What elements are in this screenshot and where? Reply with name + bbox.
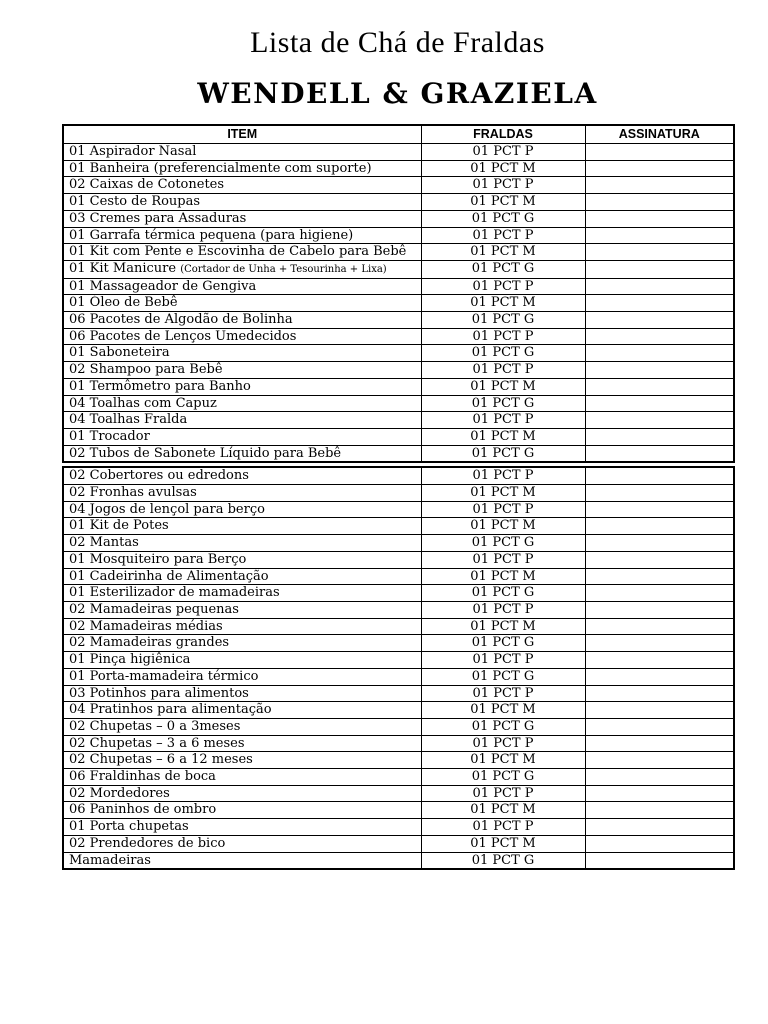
fraldas-cell: 01 PCT P bbox=[421, 278, 585, 295]
assinatura-cell bbox=[585, 278, 734, 295]
item-label: 02 Tubos de Sabonete Líquido para Bebê bbox=[69, 445, 342, 461]
table-row bbox=[63, 802, 734, 819]
item-cell bbox=[63, 428, 421, 445]
assinatura-cell bbox=[585, 378, 734, 395]
item-cell bbox=[63, 702, 421, 719]
assinatura-cell bbox=[585, 467, 734, 484]
fraldas-cell: 01 PCT P bbox=[421, 412, 585, 429]
item-label: 02 Mordedores bbox=[69, 785, 170, 801]
fraldas-cell: 01 PCT P bbox=[421, 652, 585, 669]
fraldas-cell: 01 PCT G bbox=[421, 445, 585, 462]
table-row bbox=[63, 752, 734, 769]
table-row bbox=[63, 652, 734, 669]
item-cell bbox=[63, 752, 421, 769]
fraldas-cell: 01 PCT G bbox=[421, 312, 585, 329]
table-row bbox=[63, 328, 734, 345]
item-cell bbox=[63, 328, 421, 345]
item-note: (Cortador de Unha + Tesourinha + Lixa) bbox=[180, 263, 387, 275]
item-cell bbox=[63, 785, 421, 802]
assinatura-cell bbox=[585, 735, 734, 752]
item-label: 01 Kit com Pente e Escovinha de Cabelo para Bebê bbox=[69, 244, 407, 260]
fraldas-cell: 01 PCT P bbox=[421, 601, 585, 618]
assinatura-cell bbox=[585, 501, 734, 518]
item-label: 01 Aspirador Nasal bbox=[69, 144, 197, 159]
item-cell bbox=[63, 585, 421, 602]
table-row bbox=[63, 785, 734, 802]
assinatura-cell bbox=[585, 160, 734, 177]
item-label: 06 Fraldinhas de boca bbox=[69, 769, 216, 785]
assinatura-cell bbox=[585, 177, 734, 194]
assinatura-cell bbox=[585, 445, 734, 462]
item-cell bbox=[63, 835, 421, 852]
fraldas-cell: 01 PCT M bbox=[421, 702, 585, 719]
assinatura-cell bbox=[585, 210, 734, 227]
fraldas-cell: 01 PCT M bbox=[421, 568, 585, 585]
column-header-assinatura: ASSINATURA bbox=[585, 125, 734, 144]
table-row bbox=[63, 852, 734, 869]
item-cell bbox=[63, 278, 421, 295]
item-label: 01 Cesto de Roupas bbox=[69, 194, 201, 210]
item-cell bbox=[63, 227, 421, 244]
assinatura-cell bbox=[585, 244, 734, 261]
fraldas-cell: 01 PCT M bbox=[421, 295, 585, 312]
fraldas-cell: 01 PCT G bbox=[421, 210, 585, 227]
fraldas-cell: 01 PCT M bbox=[421, 802, 585, 819]
item-cell bbox=[63, 652, 421, 669]
assinatura-cell bbox=[585, 685, 734, 702]
fraldas-cell: 01 PCT G bbox=[421, 585, 585, 602]
table-row bbox=[63, 412, 734, 429]
item-cell bbox=[63, 668, 421, 685]
table-row bbox=[63, 518, 734, 535]
item-label: 03 Cremes para Assaduras bbox=[69, 210, 247, 226]
item-cell bbox=[63, 568, 421, 585]
item-cell bbox=[63, 244, 421, 261]
fraldas-cell: 01 PCT P bbox=[421, 177, 585, 194]
item-label: 02 Prendedores de bico bbox=[69, 835, 226, 851]
item-label: 01 Kit Manicure bbox=[69, 260, 181, 276]
fraldas-cell: 01 PCT P bbox=[421, 501, 585, 518]
fraldas-cell: 01 PCT M bbox=[421, 428, 585, 445]
couple-names-subtitle: WENDELL & GRAZIELA bbox=[197, 77, 598, 110]
item-label: 02 Mamadeiras médias bbox=[69, 618, 223, 634]
gift-list-table-section-1 bbox=[62, 124, 735, 463]
fraldas-cell: 01 PCT G bbox=[421, 260, 585, 278]
item-label: 01 Garrafa térmica pequena (para higiene) bbox=[69, 227, 354, 243]
item-cell bbox=[63, 378, 421, 395]
assinatura-cell bbox=[585, 362, 734, 379]
assinatura-cell bbox=[585, 769, 734, 786]
item-cell bbox=[63, 312, 421, 329]
item-label: 02 Cobertores ou edredons bbox=[69, 468, 249, 484]
assinatura-cell bbox=[585, 752, 734, 769]
fraldas-cell: 01 PCT M bbox=[421, 194, 585, 211]
item-cell bbox=[63, 635, 421, 652]
assinatura-cell bbox=[585, 702, 734, 719]
item-cell bbox=[63, 685, 421, 702]
table-row bbox=[63, 428, 734, 445]
assinatura-cell bbox=[585, 718, 734, 735]
item-cell bbox=[63, 160, 421, 177]
table-row bbox=[63, 769, 734, 786]
fraldas-cell: 01 PCT M bbox=[421, 160, 585, 177]
assinatura-cell bbox=[585, 668, 734, 685]
table-row bbox=[63, 601, 734, 618]
table-row bbox=[63, 835, 734, 852]
item-label: 02 Fronhas avulsas bbox=[69, 485, 197, 501]
table-row bbox=[63, 244, 734, 261]
assinatura-cell bbox=[585, 227, 734, 244]
item-label: 01 Porta-mamadeira térmico bbox=[69, 668, 259, 684]
table-row bbox=[63, 635, 734, 652]
table-row bbox=[63, 735, 734, 752]
table-row bbox=[63, 585, 734, 602]
fraldas-cell: 01 PCT G bbox=[421, 668, 585, 685]
assinatura-cell bbox=[585, 601, 734, 618]
table-row bbox=[63, 312, 734, 329]
item-cell bbox=[63, 735, 421, 752]
section-2-rows bbox=[63, 467, 734, 869]
item-label: 01 Óleo de Bebê bbox=[69, 295, 178, 311]
assinatura-cell bbox=[585, 485, 734, 502]
table-row bbox=[63, 194, 734, 211]
fraldas-cell: 01 PCT P bbox=[421, 467, 585, 484]
item-label: 01 Pinça higiênica bbox=[69, 652, 191, 668]
item-cell bbox=[63, 177, 421, 194]
item-cell bbox=[63, 467, 421, 484]
item-cell bbox=[63, 518, 421, 535]
item-cell bbox=[63, 395, 421, 412]
table-row bbox=[63, 345, 734, 362]
page-title: Lista de Chá de Fraldas bbox=[250, 26, 545, 59]
assinatura-cell bbox=[585, 568, 734, 585]
assinatura-cell bbox=[585, 312, 734, 329]
item-cell bbox=[63, 412, 421, 429]
item-label: 02 Caixas de Cotonetes bbox=[69, 177, 225, 193]
item-cell bbox=[63, 718, 421, 735]
item-cell bbox=[63, 485, 421, 502]
item-label: 01 Massageador de Gengiva bbox=[69, 278, 257, 294]
assinatura-cell bbox=[585, 295, 734, 312]
assinatura-cell bbox=[585, 328, 734, 345]
item-cell bbox=[63, 144, 421, 161]
table-row bbox=[63, 177, 734, 194]
fraldas-cell: 01 PCT P bbox=[421, 551, 585, 568]
table-row bbox=[63, 618, 734, 635]
item-cell bbox=[63, 362, 421, 379]
fraldas-cell: 01 PCT P bbox=[421, 785, 585, 802]
item-label: 04 Jogos de lençol para berço bbox=[69, 501, 265, 517]
item-label: 04 Toalhas com Capuz bbox=[69, 395, 217, 411]
item-label: 01 Cadeirinha de Alimentação bbox=[69, 568, 269, 584]
document-content bbox=[62, 26, 733, 870]
table-row bbox=[63, 467, 734, 484]
item-label: 02 Chupetas – 0 a 3meses bbox=[69, 718, 241, 734]
item-label: Mamadeiras bbox=[69, 852, 151, 868]
assinatura-cell bbox=[585, 428, 734, 445]
assinatura-cell bbox=[585, 785, 734, 802]
item-cell bbox=[63, 445, 421, 462]
fraldas-cell: 01 PCT G bbox=[421, 345, 585, 362]
item-cell bbox=[63, 295, 421, 312]
assinatura-cell bbox=[585, 144, 734, 161]
item-label: 01 Porta chupetas bbox=[69, 819, 189, 835]
fraldas-cell: 01 PCT P bbox=[421, 362, 585, 379]
fraldas-cell: 01 PCT P bbox=[421, 227, 585, 244]
fraldas-cell: 01 PCT M bbox=[421, 244, 585, 261]
assinatura-cell bbox=[585, 802, 734, 819]
item-cell bbox=[63, 260, 421, 278]
item-label: 02 Chupetas – 6 a 12 meses bbox=[69, 752, 253, 768]
table-row bbox=[63, 819, 734, 836]
assinatura-cell bbox=[585, 652, 734, 669]
fraldas-cell: 01 PCT P bbox=[421, 735, 585, 752]
assinatura-cell bbox=[585, 635, 734, 652]
item-cell bbox=[63, 769, 421, 786]
fraldas-cell: 01 PCT P bbox=[421, 685, 585, 702]
fraldas-cell: 01 PCT M bbox=[421, 378, 585, 395]
item-label: 02 Shampoo para Bebê bbox=[69, 362, 223, 378]
assinatura-cell bbox=[585, 852, 734, 869]
item-label: 01 Termômetro para Banho bbox=[69, 378, 251, 394]
fraldas-cell: 01 PCT G bbox=[421, 395, 585, 412]
table-row bbox=[63, 685, 734, 702]
fraldas-cell: 01 PCT G bbox=[421, 852, 585, 869]
column-header-item: ITEM bbox=[63, 125, 421, 144]
item-label: 06 Paninhos de ombro bbox=[69, 802, 217, 818]
item-cell bbox=[63, 601, 421, 618]
fraldas-cell: 01 PCT G bbox=[421, 718, 585, 735]
assinatura-cell bbox=[585, 260, 734, 278]
table-row bbox=[63, 260, 734, 278]
table-row bbox=[63, 668, 734, 685]
table-row bbox=[63, 568, 734, 585]
item-cell bbox=[63, 210, 421, 227]
table-row bbox=[63, 144, 734, 161]
column-header-fraldas: FRALDAS bbox=[421, 125, 585, 144]
table-row bbox=[63, 702, 734, 719]
assinatura-cell bbox=[585, 345, 734, 362]
fraldas-cell: 01 PCT M bbox=[421, 752, 585, 769]
item-label: 02 Mamadeiras grandes bbox=[69, 635, 230, 651]
item-label: 04 Toalhas Fralda bbox=[69, 412, 188, 428]
assinatura-cell bbox=[585, 535, 734, 552]
table-row bbox=[63, 295, 734, 312]
item-label: 01 Esterilizador de mamadeiras bbox=[69, 585, 280, 601]
item-cell bbox=[63, 819, 421, 836]
fraldas-cell: 01 PCT G bbox=[421, 769, 585, 786]
table-row bbox=[63, 160, 734, 177]
item-cell bbox=[63, 345, 421, 362]
item-label: 01 Kit de Potes bbox=[69, 518, 169, 534]
item-label: 01 Banheira (preferencialmente com suporte) bbox=[69, 160, 372, 176]
gift-list-table-section-2 bbox=[62, 466, 735, 870]
assinatura-cell bbox=[585, 819, 734, 836]
item-label: 02 Mamadeiras pequenas bbox=[69, 601, 239, 617]
assinatura-cell bbox=[585, 618, 734, 635]
item-label: 06 Pacotes de Lenços Umedecidos bbox=[69, 328, 297, 344]
item-cell bbox=[63, 501, 421, 518]
section-1-rows bbox=[63, 144, 734, 463]
item-label: 06 Pacotes de Algodão de Bolinha bbox=[69, 312, 293, 328]
item-cell bbox=[63, 551, 421, 568]
table-row bbox=[63, 395, 734, 412]
item-label: 02 Mantas bbox=[69, 535, 139, 551]
item-label: 01 Mosquiteiro para Berço bbox=[69, 551, 247, 567]
table-row bbox=[63, 445, 734, 462]
table-row bbox=[63, 378, 734, 395]
item-cell bbox=[63, 852, 421, 869]
table-header-row bbox=[63, 125, 734, 144]
assinatura-cell bbox=[585, 518, 734, 535]
item-cell bbox=[63, 618, 421, 635]
table-row bbox=[63, 278, 734, 295]
table-row bbox=[63, 535, 734, 552]
fraldas-cell: 01 PCT G bbox=[421, 635, 585, 652]
fraldas-cell: 01 PCT M bbox=[421, 518, 585, 535]
item-cell bbox=[63, 535, 421, 552]
item-label: 03 Potinhos para alimentos bbox=[69, 685, 249, 701]
table-row bbox=[63, 551, 734, 568]
item-label: 02 Chupetas – 3 a 6 meses bbox=[69, 735, 245, 751]
fraldas-cell: 01 PCT P bbox=[421, 819, 585, 836]
assinatura-cell bbox=[585, 835, 734, 852]
table-row bbox=[63, 210, 734, 227]
assinatura-cell bbox=[585, 585, 734, 602]
fraldas-cell: 01 PCT M bbox=[421, 618, 585, 635]
table-row bbox=[63, 501, 734, 518]
assinatura-cell bbox=[585, 395, 734, 412]
item-cell bbox=[63, 802, 421, 819]
item-label: 04 Pratinhos para alimentação bbox=[69, 702, 272, 718]
fraldas-cell: 01 PCT G bbox=[421, 535, 585, 552]
assinatura-cell bbox=[585, 194, 734, 211]
fraldas-cell: 01 PCT P bbox=[421, 144, 585, 161]
fraldas-cell: 01 PCT P bbox=[421, 328, 585, 345]
item-cell bbox=[63, 194, 421, 211]
table-row bbox=[63, 362, 734, 379]
fraldas-cell: 01 PCT M bbox=[421, 485, 585, 502]
fraldas-cell: 01 PCT M bbox=[421, 835, 585, 852]
table-row bbox=[63, 718, 734, 735]
table-row bbox=[63, 227, 734, 244]
assinatura-cell bbox=[585, 412, 734, 429]
assinatura-cell bbox=[585, 551, 734, 568]
item-label: 01 Trocador bbox=[69, 428, 150, 444]
table-row bbox=[63, 485, 734, 502]
item-label: 01 Saboneteira bbox=[69, 345, 170, 361]
